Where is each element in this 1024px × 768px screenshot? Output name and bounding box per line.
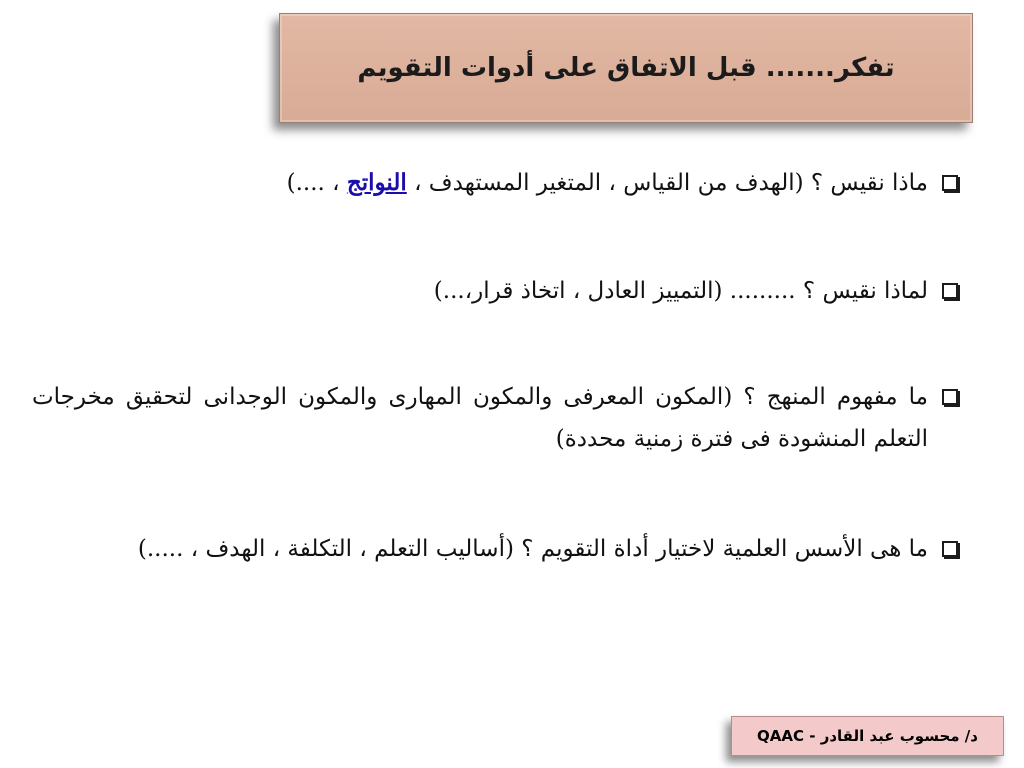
- bullet-item-why-measure: [32, 270, 962, 312]
- bullet-item-tool-selection-basis: [32, 528, 962, 570]
- checkbox-bullet-icon: [942, 541, 958, 557]
- outcomes-link[interactable]: النواتج: [346, 169, 407, 196]
- bullet-text: لماذا نقيس ؟ ......... (التمييز العادل ، اتخاذ قرار،...): [433, 278, 928, 304]
- footer-box: [731, 716, 1004, 756]
- bullet-item-curriculum-concept: [32, 376, 962, 460]
- checkbox-bullet-icon: [942, 175, 958, 191]
- title-box: [279, 13, 973, 123]
- bullet-text: ما هى الأسس العلمية لاختيار أداة التقويم ؟ (أساليب التعلم ، التكلفة ، الهدف ، .....): [137, 536, 928, 562]
- slide-title: تفكر....... قبل الاتفاق على أدوات التقويم: [357, 53, 895, 83]
- bullet-text: ما مفهوم المنهج ؟ (المكون المعرفى والمكون المهارى والمكون الوجدانى لتحقيق مخرجات التعلم المنشودة فى فترة زمنية محددة): [32, 384, 928, 452]
- bullet-list: [32, 162, 962, 570]
- bullet-text-part: ماذا نقيس ؟ (الهدف من القياس ، المتغير المستهدف ،: [406, 170, 928, 196]
- footer-credit: د/ محسوب عبد القادر - QAAC: [757, 727, 978, 745]
- checkbox-bullet-icon: [942, 283, 958, 299]
- bullet-text-part: ، ....): [286, 170, 347, 196]
- bullet-item-what-to-measure: [32, 162, 962, 204]
- checkbox-bullet-icon: [942, 389, 958, 405]
